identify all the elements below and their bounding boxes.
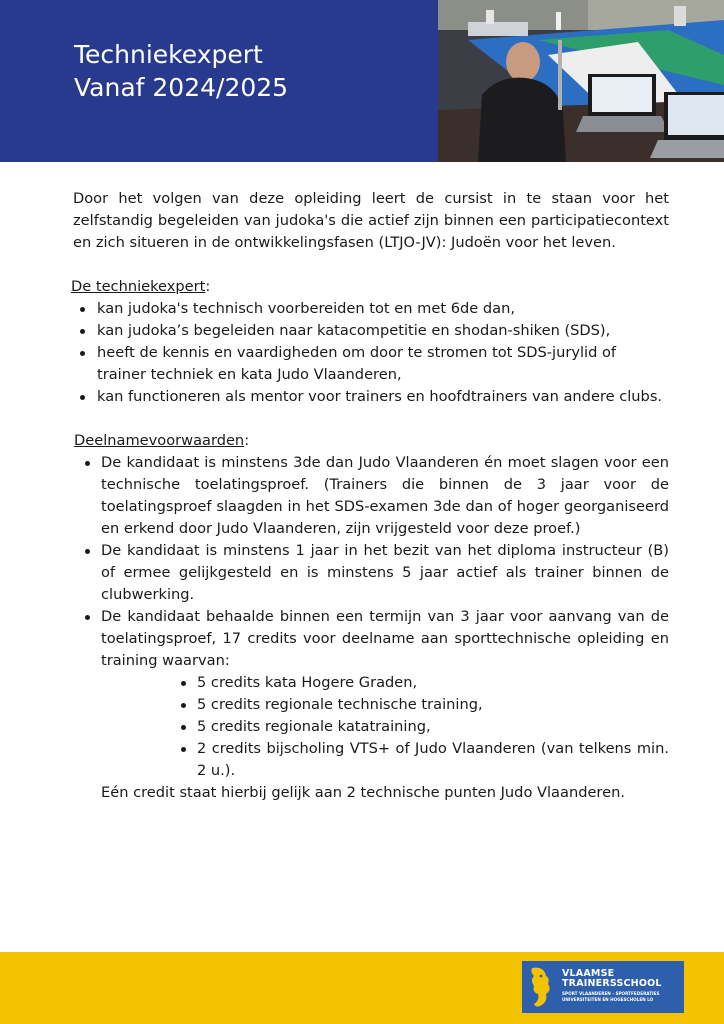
logo-subtitle xyxy=(562,991,660,1003)
credit-note: Eén credit staat hierbij gelijk aan 2 technische punten Judo Vlaanderen. xyxy=(101,784,625,801)
list-item: 5 credits kata Hogere Graden, xyxy=(181,672,669,694)
conditions-heading xyxy=(74,430,669,452)
list-item: De kandidaat is minstens 3de dan Judo Vlaanderen én moet slagen voor een technische toelatingsproef. (Trainers die binnen de 3 jaar voor de toelatingsproef slaagden in het SDS-examen 3de dan of hoger georganiseerd en erkend door Judo Vlaanderen, zijn vrijgesteld voor deze proef.) xyxy=(73,452,669,540)
expert-heading-text: De techniekexpert xyxy=(71,278,206,295)
title-line-2: Vanaf 2024/2025 xyxy=(74,73,289,102)
title-line-1: Techniekexpert xyxy=(74,40,263,69)
list-item: heeft de kennis en vaardigheden om door te stromen tot SDS-jurylid of trainer techniek en kata Judo Vlaanderen, xyxy=(73,342,669,386)
conditions-list xyxy=(73,452,669,672)
list-item: 5 credits regionale katatraining, xyxy=(181,716,669,738)
expert-list xyxy=(73,298,669,408)
photo-judo-jury-illustration xyxy=(438,0,724,162)
main-content xyxy=(73,188,669,804)
logo-line-1: VLAAMSE xyxy=(562,968,615,979)
list-item: De kandidaat behaalde binnen een termijn van 3 jaar voor aanvang van de toelatingsproef, 17 credits voor deelname aan sporttechnische opleiding en training waarvan: xyxy=(73,606,669,672)
logo-line-2: TRAINERSSCHOOL xyxy=(562,978,662,989)
flemish-lion-icon xyxy=(526,964,556,1010)
logo-sub-1: SPORT VLAANDEREN - SPORTFEDERATIES xyxy=(562,991,660,996)
list-item: De kandidaat is minstens 1 jaar in het bezit van het diploma instructeur (B) of ermee gelijkgesteld en is minstens 5 jaar actief als trainer binnen de clubwerking. xyxy=(73,540,669,606)
logo-sub-2: UNIVERSITEITEN EN HOGESCHOLEN LO xyxy=(562,997,654,1002)
page-title xyxy=(74,38,288,104)
conditions-heading-colon: : xyxy=(244,432,250,449)
expert-heading-colon: : xyxy=(205,278,211,295)
list-item: 2 credits bijscholing VTS+ of Judo Vlaanderen (van telkens min. 2 u.). xyxy=(181,738,669,782)
conditions-heading-text: Deelnamevoorwaarden xyxy=(74,432,245,449)
list-item: kan functioneren als mentor voor trainers en hoofdtrainers van andere clubs. xyxy=(73,386,669,408)
expert-heading xyxy=(71,276,669,298)
list-item: kan judoka's technisch voorbereiden tot en met 6de dan, xyxy=(73,298,669,320)
list-item: 5 credits regionale technische training, xyxy=(181,694,669,716)
header-photo xyxy=(438,0,724,162)
list-item: kan judoka’s begeleiden naar katacompetitie en shodan-shiken (SDS), xyxy=(73,320,669,342)
intro-paragraph: Door het volgen van deze opleiding leert de cursist in te staan voor het zelfstandig begeleiden van judoka's die actief zijn binnen een participatiecontext en zich situeren in de ontwikkelingsfasen (LTJO-JV): Judoën voor het leven. xyxy=(73,190,669,251)
vlaamse-trainersschool-logo xyxy=(522,961,684,1013)
header-banner xyxy=(0,0,724,162)
logo-wordmark xyxy=(562,969,662,989)
credits-list xyxy=(181,672,669,782)
